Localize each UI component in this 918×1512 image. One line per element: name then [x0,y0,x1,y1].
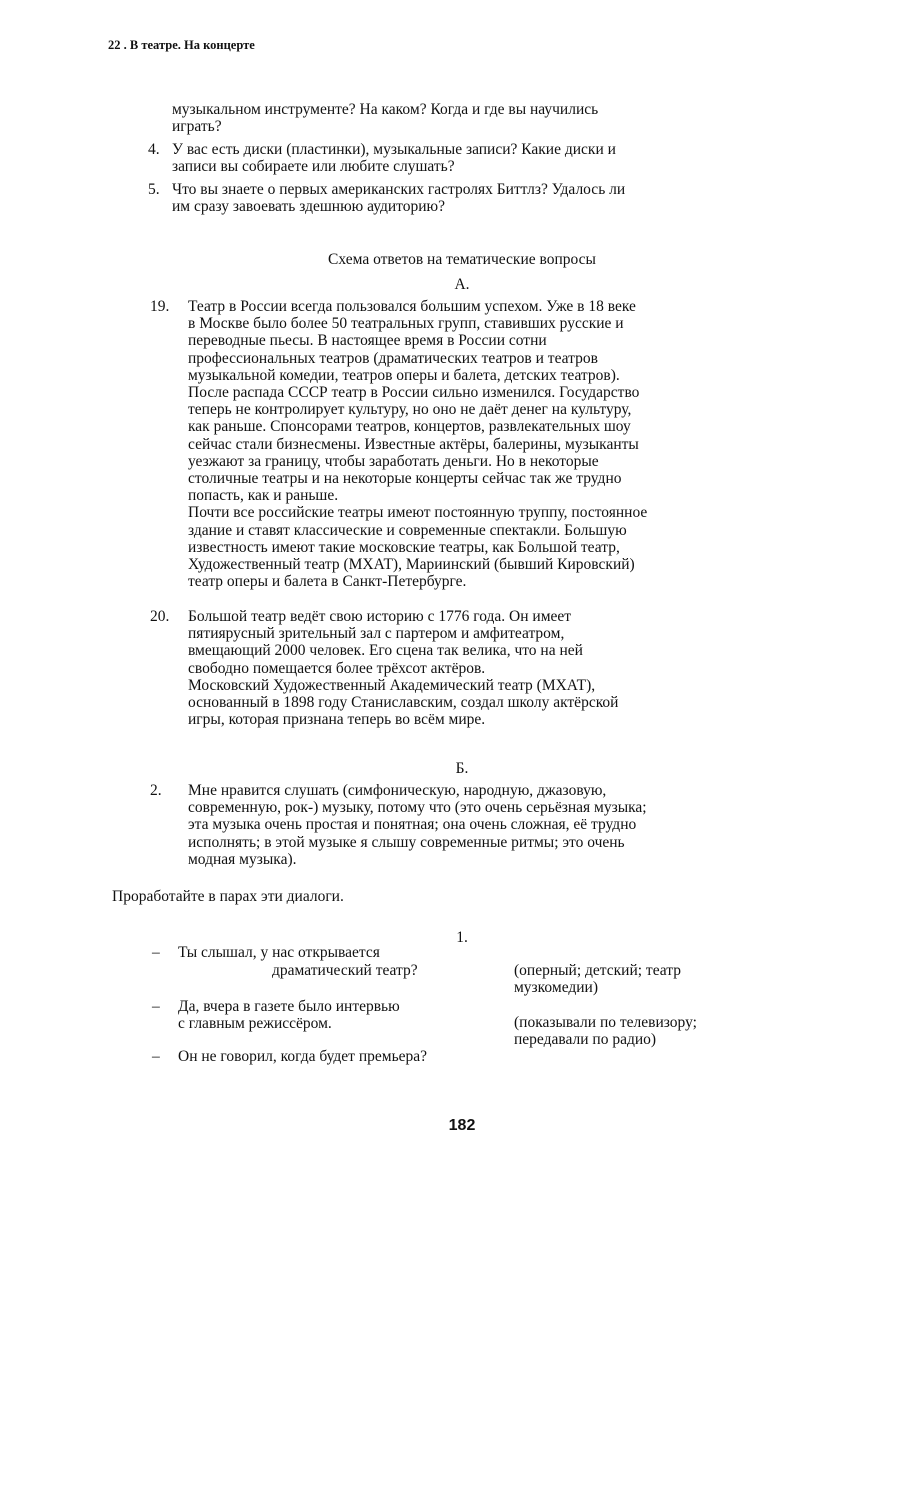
question-continuation [172,101,598,135]
text-line: переводные пьесы. В настоящее время в России сотни [188,332,547,350]
text-line: музкомедии) [514,979,599,997]
text-line: модная музыка). [188,850,297,868]
text-line: Да, вчера в газете было интервью [178,998,400,1015]
text-line: эта музыка очень простая и понятная; она очень сложная, её трудно [188,816,637,834]
text-line: Что вы знаете о первых американских гастролях Биттлз? Удалось ли [172,181,626,198]
text-line: После распада СССР театр в России сильно изменился. Государство [188,384,640,402]
text-line: им сразу завоевать здешнюю аудиторию? [172,198,445,216]
text-line: известность имеют такие московские театры, как Большой театр, [188,538,620,556]
text-line: основанный в 1898 году Станиславским, создал школу актёрской [188,694,619,712]
item-text [188,298,647,590]
text-line: профессиональных театров (драматических театров и театров [188,349,598,367]
item-text [188,782,647,868]
line-text: драматический театр? [272,962,418,979]
text-line: Почти все российские театры имеют постоянную труппу, постоянное [188,504,648,522]
text-line: передавали по радио) [514,1031,657,1049]
item-number: 4. [148,141,160,158]
text-line: с главным режиссёром. [178,1015,332,1033]
section-a-label: А. [454,276,470,293]
text-line: Художественный театр (МХАТ), Мариинский (бывший Кировский) [188,556,635,574]
text-line: свободно помещается более трёхсот актёров. [188,659,486,677]
text-line: исполнять; в этой музыке я слышу современные ритмы; это очень [188,833,625,851]
item-number: 20. [150,608,170,625]
instruction: Проработайте в парах эти диалоги. [112,888,344,905]
substitution-options [514,962,681,996]
dash: – [152,998,160,1015]
text-line: Большой театр ведёт свою историю с 1776 года. Он имеет [188,608,572,625]
text-line: музыкальной комедии, театров оперы и балета, детских театров). [188,366,620,384]
dash: – [152,1048,160,1065]
item-text [172,141,616,175]
text-line: (показывали по телевизору; [514,1014,697,1031]
text-line: записи вы собираете или любите слушать? [172,158,455,176]
line-text: Ты слышал, у нас открывается [178,944,380,961]
text-line: У вас есть диски (пластинки), музыкальные записи? Какие диски и [172,141,616,158]
dash: – [152,944,160,961]
line-text [178,998,400,1032]
text-line: как раньше. Спонсорами театров, концертов, развлекательных шоу [188,418,631,436]
answers-heading: Схема ответов на тематические вопросы [328,251,596,268]
text-line: играть? [172,118,222,136]
text-line: теперь не контролирует культуру, но оно не даёт денег на культуру, [188,401,632,419]
item-text [172,181,625,215]
text-line: Мне нравится слушать (симфоническую, народную, джазовую, [188,782,607,799]
text-line: театр оперы и балета в Санкт-Петербурге. [188,573,467,591]
text-line: Театр в России всегда пользовался большим успехом. Уже в 18 веке [188,298,636,315]
text-line: попасть, как и раньше. [188,487,339,505]
text-line: уезжают за границу, чтобы заработать деньги. Но в некоторые [188,452,599,470]
line-text: Он не говорил, когда будет премьера? [178,1048,428,1065]
text-line: сейчас стали бизнесмены. Известные актёры, балерины, музыканты [188,435,639,453]
text-line: вмещающий 2000 человек. Его сцена так велика, что на ней [188,642,583,660]
dialogue-number: 1. [456,929,468,946]
item-text [188,608,618,728]
text-line: пятиярусный зрительный зал с партером и амфитеатром, [188,625,565,643]
page-number: 182 [448,1117,476,1134]
text-line: игры, которая признана теперь во всём мире. [188,711,486,729]
item-number: 19. [150,298,170,315]
text-line: современную, рок-) музыку, потому что (это очень серьёзная музыка; [188,799,647,817]
running-header: 22 . В театре. На концерте [108,38,255,52]
item-number: 2. [150,782,162,799]
text-line: (оперный; детский; театр [514,962,681,979]
section-b-label: Б. [455,760,469,777]
item-number: 5. [148,181,160,198]
text-line: здание и ставят классические и современные спектакли. Большую [188,521,627,539]
text-line: столичные театры и на некоторые концерты сейчас так же трудно [188,470,622,488]
text-line: в Москве было более 50 театральных групп, ставивших русские и [188,315,624,333]
substitution-options [514,1014,697,1048]
text-line: музыкальном инструменте? На каком? Когда и где вы научились [172,101,599,118]
text-line: Московский Художественный Академический театр (МХАТ), [188,676,596,694]
